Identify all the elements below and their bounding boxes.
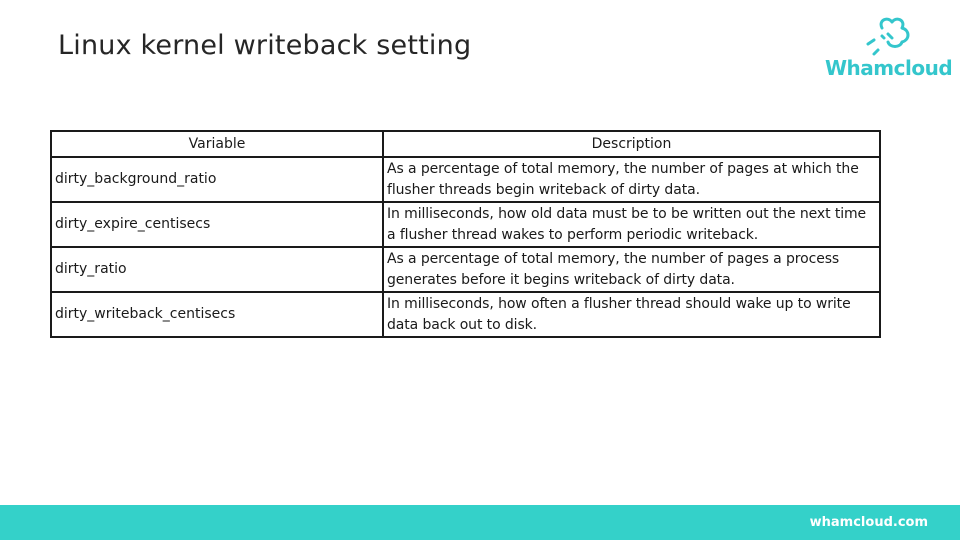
description-cell: In milliseconds, how often a flusher thread should wake up to write data back out to disk. <box>383 292 880 337</box>
footer-url: whamcloud.com <box>809 515 928 530</box>
table-row <box>51 247 880 292</box>
table-row <box>51 202 880 247</box>
slide-title: Linux kernel writeback setting <box>58 30 472 61</box>
table-row <box>51 292 880 337</box>
description-cell: As a percentage of total memory, the number of pages at which the flusher threads begin writeback of dirty data. <box>383 157 880 202</box>
variable-cell: dirty_ratio <box>51 247 383 292</box>
variable-cell: dirty_writeback_centisecs <box>51 292 383 337</box>
writeback-settings-table <box>50 130 881 338</box>
description-cell: As a percentage of total memory, the number of pages a process generates before it begins writeback of dirty data. <box>383 247 880 292</box>
description-cell: In milliseconds, how old data must be to be written out the next time a flusher thread wakes to perform periodic writeback. <box>383 202 880 247</box>
variable-cell: dirty_expire_centisecs <box>51 202 383 247</box>
footer-bar <box>0 505 960 540</box>
variable-cell: dirty_background_ratio <box>51 157 383 202</box>
logo-wordmark: Whamcloud <box>825 56 953 80</box>
header-description: Description <box>383 131 880 157</box>
header-variable: Variable <box>51 131 383 157</box>
table-row <box>51 157 880 202</box>
table-header-row <box>51 131 880 157</box>
